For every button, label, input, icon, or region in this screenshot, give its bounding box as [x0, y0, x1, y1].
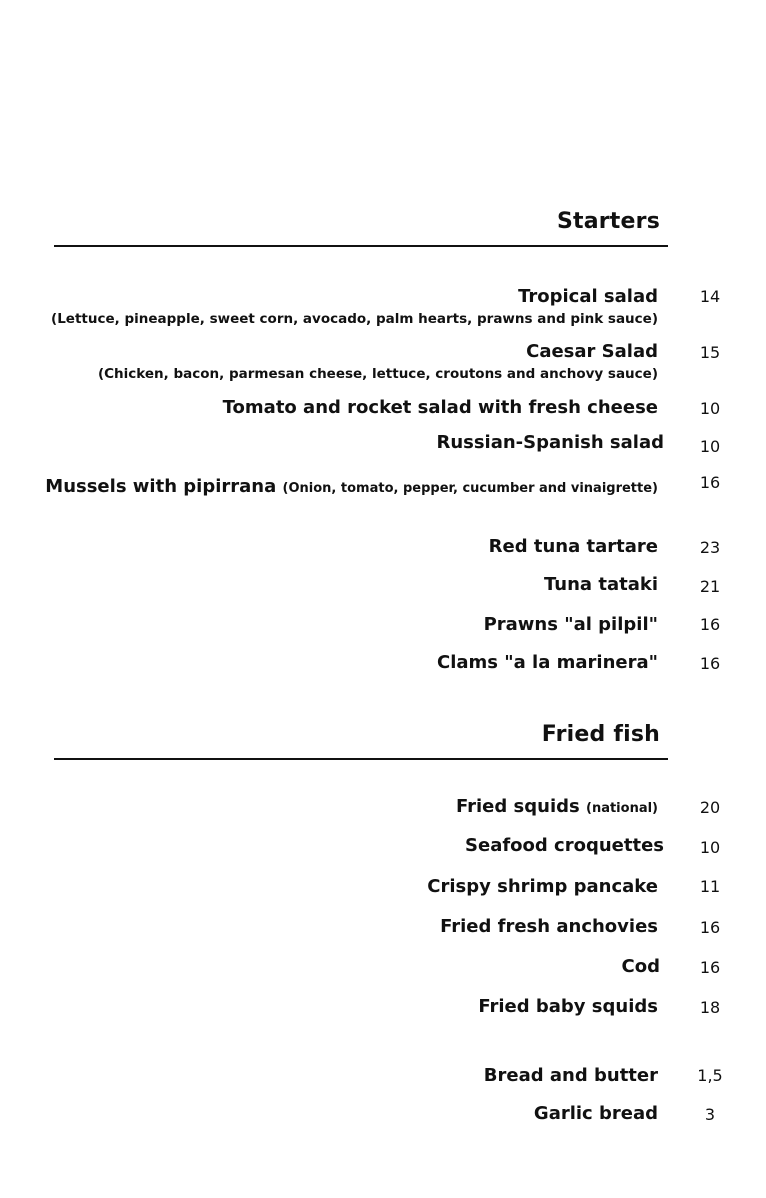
menu-item-name [45, 476, 658, 497]
menu-item-price: 18 [699, 998, 721, 1017]
menu-item-price: 16 [699, 654, 721, 673]
menu-item-price: 10 [699, 437, 721, 456]
menu-item-price: 16 [699, 615, 721, 634]
menu-item-price: 15 [699, 343, 721, 362]
menu-item-name-text: Fried squids [455, 796, 580, 817]
section-title-fried-fish: Fried fish [541, 722, 660, 747]
menu-item-price: 20 [699, 798, 721, 817]
menu-item-name: Fried fresh anchovies [440, 916, 658, 937]
menu-item-name: Russian-Spanish salad [436, 432, 664, 453]
menu-item-name [456, 796, 658, 817]
menu-item-price: 10 [699, 399, 721, 418]
menu-item-name: Tropical salad [518, 286, 658, 307]
menu-item-price: 16 [699, 918, 721, 937]
menu-item-price: 11 [699, 877, 721, 896]
menu-item-price: 3 [704, 1105, 716, 1124]
menu-item-price: 16 [699, 473, 721, 492]
menu-item-name: Red tuna tartare [488, 536, 658, 557]
menu-item-note: (Onion, tomato, pepper, cucumber and vinaigrette) [282, 481, 658, 496]
menu-item-price: 23 [699, 538, 721, 557]
menu-item-name: Seafood croquettes [465, 835, 664, 856]
menu-item-note: (national) [586, 801, 658, 816]
menu-item-price: 10 [699, 838, 721, 857]
menu-item-name: Cod [621, 956, 660, 977]
menu-item-price: 14 [699, 287, 721, 306]
section-divider-starters [54, 245, 668, 247]
section-title-starters: Starters [556, 209, 660, 234]
menu-item-name: Clams "a la marinera" [436, 652, 658, 673]
menu-item-price: 1,5 [697, 1066, 723, 1085]
menu-item-name: Caesar Salad [526, 341, 658, 362]
menu-item-price: 16 [699, 958, 721, 977]
section-divider-fried-fish [54, 758, 668, 760]
menu-item-price: 21 [699, 577, 721, 596]
menu-item-name: Bread and butter [483, 1065, 658, 1086]
menu-item-name: Prawns "al pilpil" [483, 614, 658, 635]
menu-item-description: (Chicken, bacon, parmesan cheese, lettuce, croutons and anchovy sauce) [97, 366, 658, 382]
menu-item-name-text: Mussels with pipirrana [45, 476, 277, 497]
menu-item-description: (Lettuce, pineapple, sweet corn, avocado, palm hearts, prawns and pink sauce) [51, 311, 658, 327]
menu-item-name: Tomato and rocket salad with fresh cheese [222, 397, 658, 418]
menu-item-name: Garlic bread [533, 1103, 658, 1124]
menu-item-name: Crispy shrimp pancake [427, 876, 658, 897]
menu-item-name: Fried baby squids [478, 996, 658, 1017]
menu-item-name: Tuna tataki [544, 574, 658, 595]
